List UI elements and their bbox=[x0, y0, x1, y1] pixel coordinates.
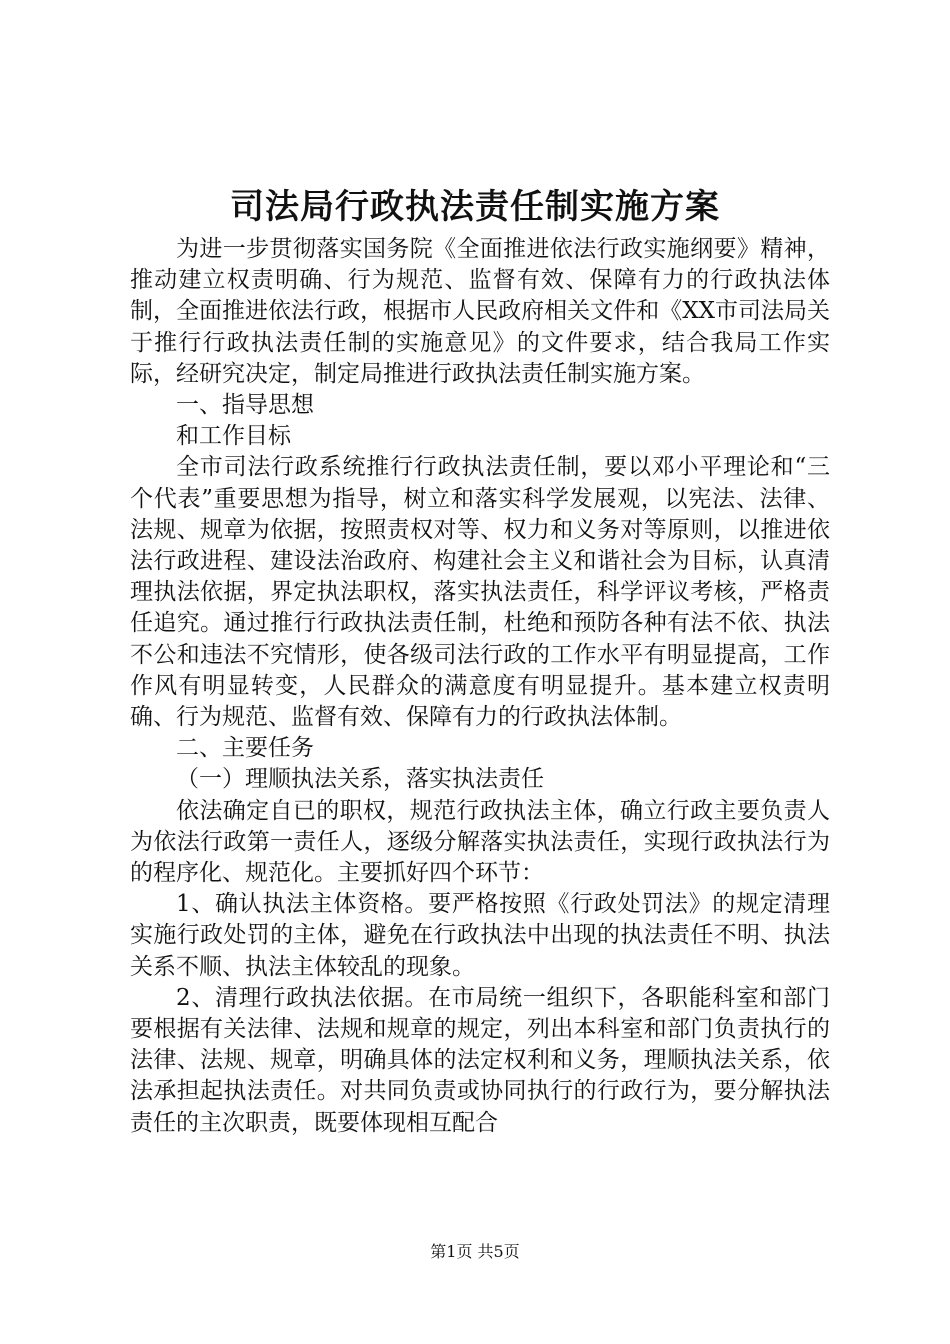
document-title: 司法局行政执法责任制实施方案 bbox=[230, 187, 720, 227]
subheading-task-one: （一）理顺执法关系，落实执法责任 bbox=[176, 766, 544, 793]
paragraph-item-1: 1、确认执法主体资格。要严格按照《行政处罚法》的规定清理实施行政处罚的主体，避免在行政执法中出现的执法责任不明、执法关系不顺、执法主体较乱的现象。 bbox=[130, 891, 830, 980]
document-body bbox=[130, 234, 830, 1139]
paragraph-item-2: 2、清理行政执法依据。在市局统一组织下，各职能科室和部门要根据有关法律、法规和规章的规定，列出本科室和部门负责执行的法律、法规、规章，明确具体的法定权利和义务，理顺执法关系，依法承担起执法责任。对共同负责或协同执行的行政行为，要分解执法责任的主次职责，既要体现相互配合 bbox=[130, 984, 830, 1136]
paragraph-guiding-content: 全市司法行政系统推行行政执法责任制，要以邓小平理论和“三个代表”重要思想为指导，树立和落实科学发展观，以宪法、法律、法规、规章为依据，按照责权对等、权力和义务对等原则，以推进依法行政进程、建设法治政府、构建社会主义和谐社会为目标，认真清理执法依据，界定执法职权，落实执法责任，科学评议考核，严格责任追究。通过推行行政执法责任制，杜绝和预防各种有法不依、执法不公和违法不究情形，使各级司法行政的工作水平有明显提高，工作作风有明显转变，人民群众的满意度有明显提升。基本建立权责明确、行为规范、监督有效、保障有力的行政执法体制。 bbox=[130, 454, 830, 731]
paragraph-intro: 为进一步贯彻落实国务院《全面推进依法行政实施纲要》精神，推动建立权责明确、行为规范、监督有效、保障有力的行政执法体制，全面推进依法行政，根据市人民政府相关文件和《XX市司法局关于推行行政执法责任制的实施意见》的文件要求，结合我局工作实际，经研究决定，制定局推进行政执法责任制实施方案。 bbox=[130, 236, 830, 387]
heading-guiding-thought: 一、指导思想 bbox=[176, 392, 314, 419]
page-footer: 第1页 共5页 bbox=[430, 1242, 520, 1261]
heading-main-tasks: 二、主要任务 bbox=[176, 735, 314, 762]
heading-work-goal: 和工作目标 bbox=[176, 423, 291, 450]
paragraph-task-one: 依法确定自已的职权，规范行政执法主体，确立行政主要负责人为依法行政第一责任人，逐级分解落实执法责任，实现行政执法行为的程序化、规范化。主要抓好四个环节： bbox=[130, 797, 830, 887]
